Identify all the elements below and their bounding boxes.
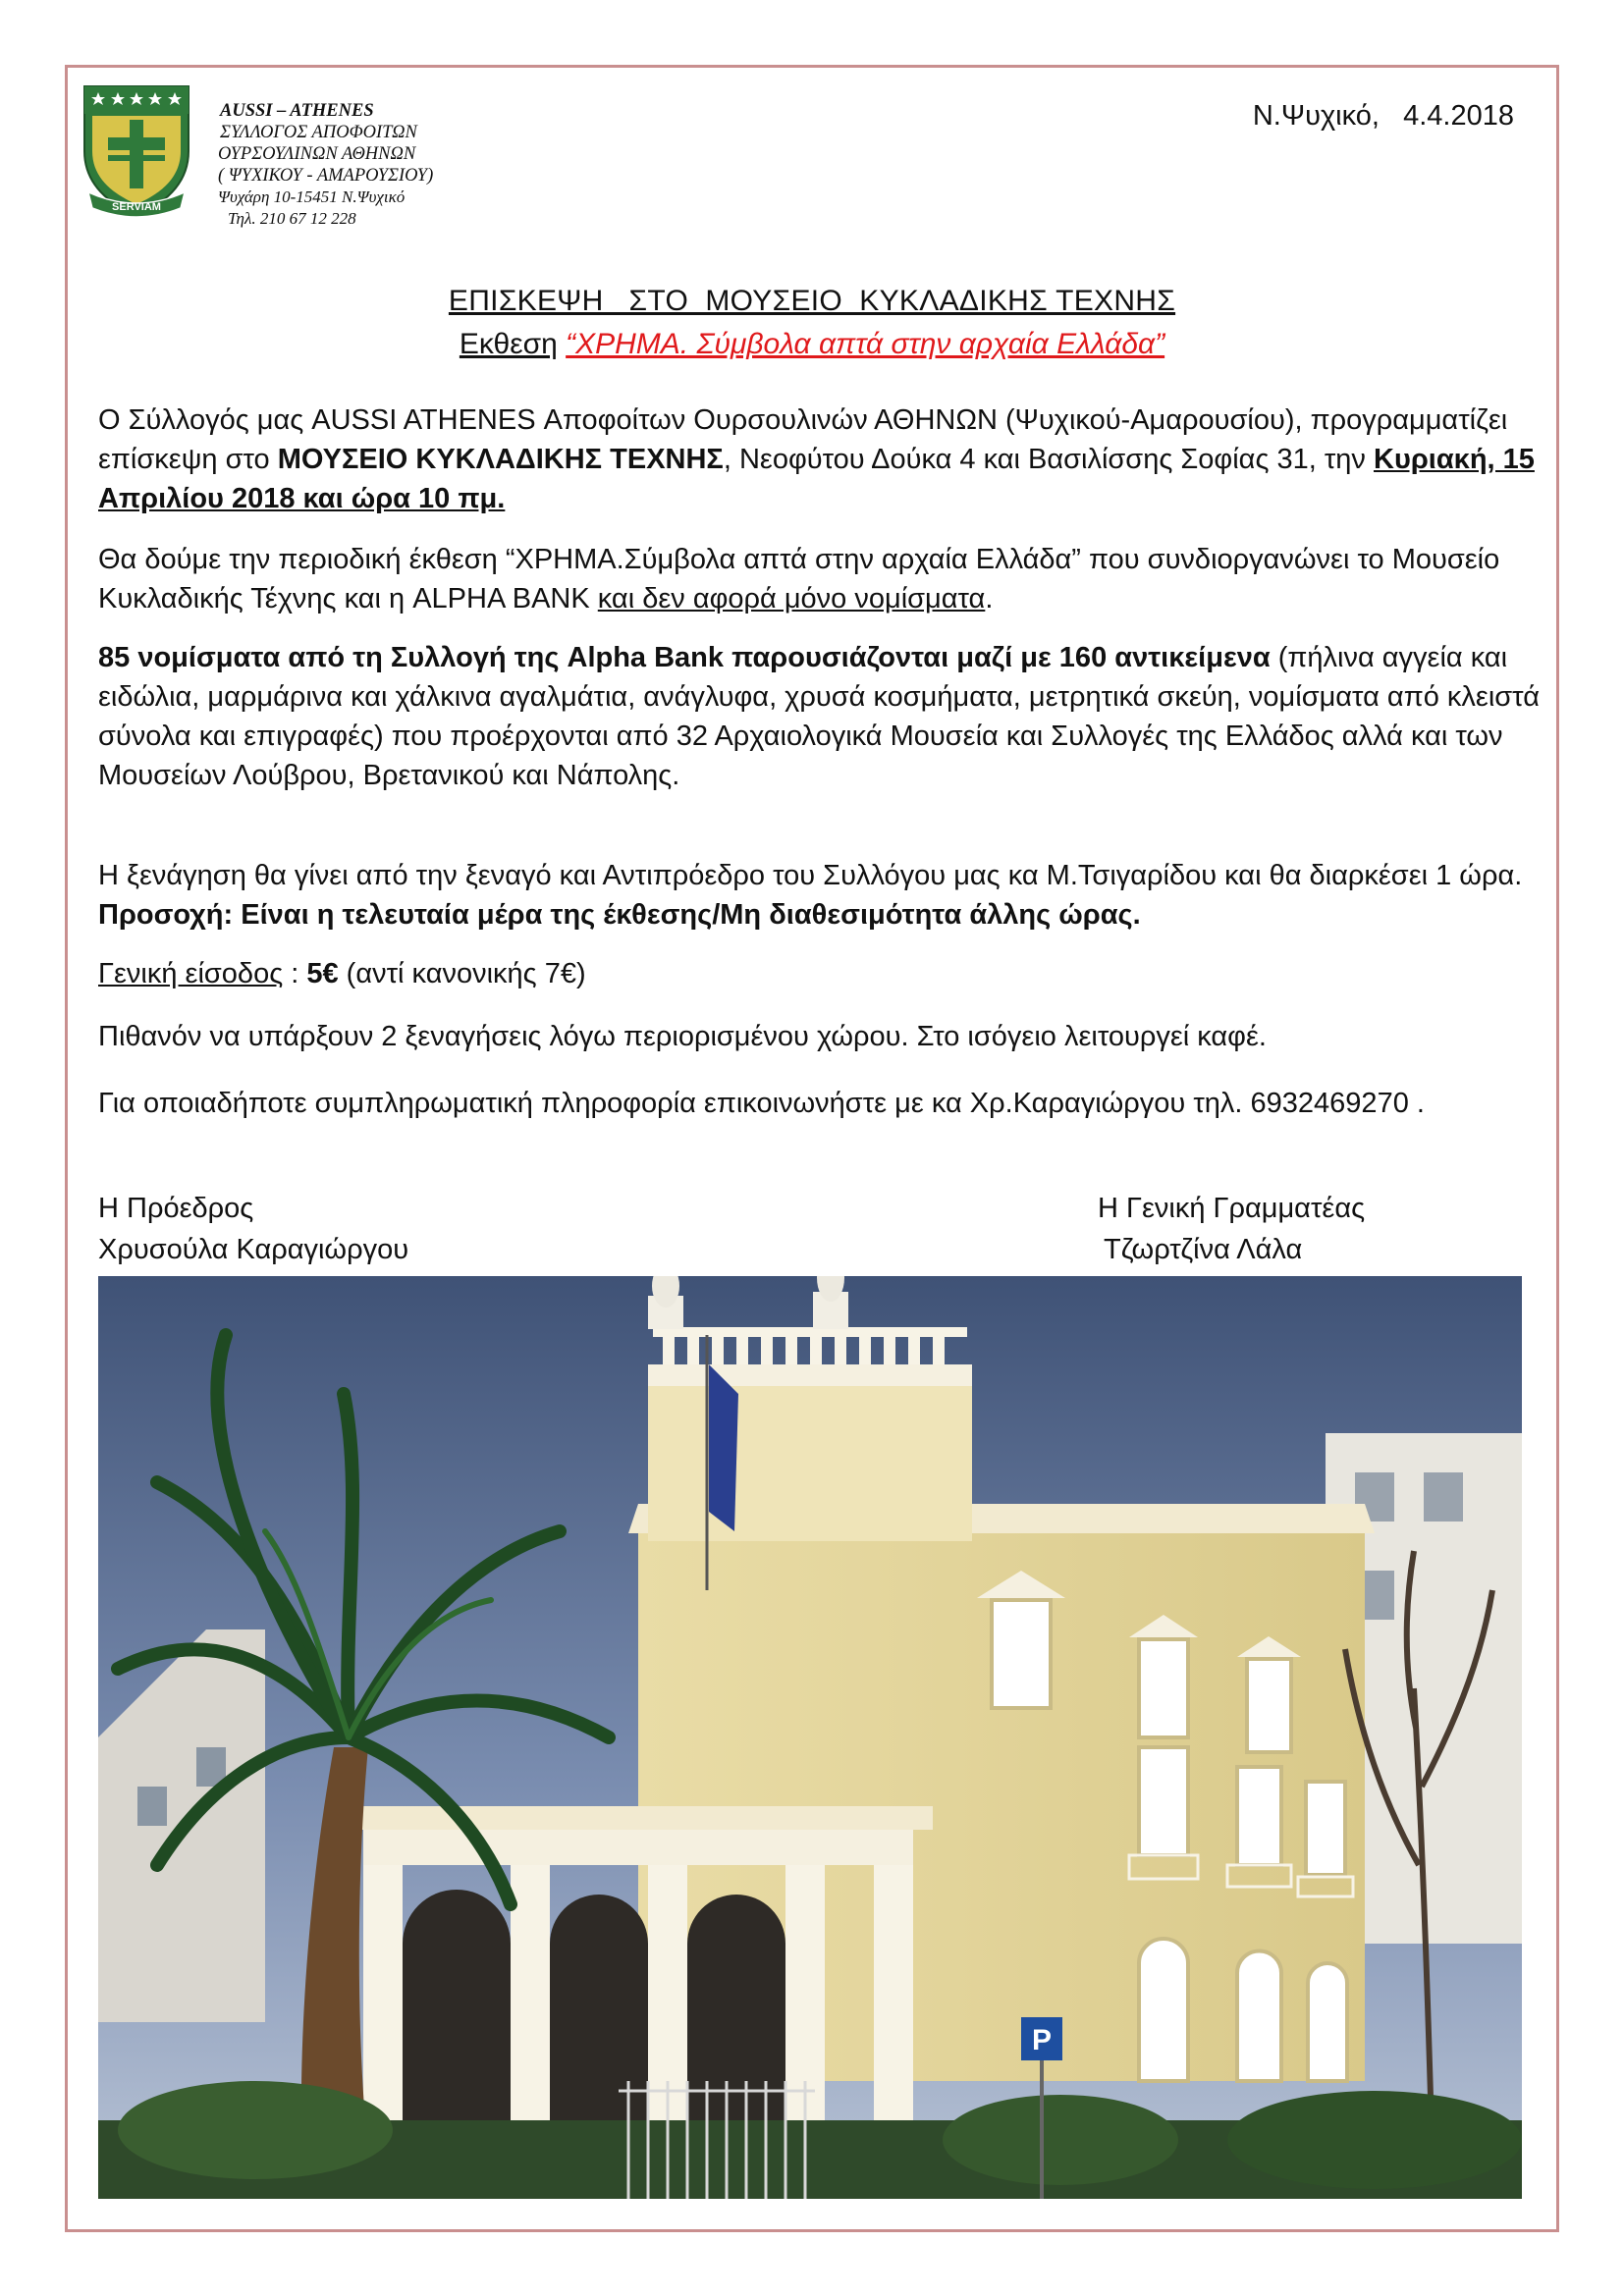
org-name: AUSSI – ATHENES xyxy=(220,101,374,121)
paragraph-price xyxy=(98,954,1551,993)
org-line: ΣΥΛΛΟΓΟΣ ΑΠΟΦΟΙΤΩΝ xyxy=(220,123,417,142)
price-label: Γενική είσοδος xyxy=(98,958,284,989)
paragraph-exhibits xyxy=(98,638,1551,795)
text-run: Η ξενάγηση θα γίνει από την ξεναγό και Αντιπρόεδρο του Συλλόγου μας κα Μ.Τσιγαρίδου και θα διαρκέσει 1 ώρα. xyxy=(98,860,1523,891)
association-logo xyxy=(79,82,194,220)
signature-name: Τζωρτζίνα Λάλα xyxy=(1104,1234,1303,1265)
letter-date: Ν.Ψυχικό, 4.4.2018 xyxy=(1252,100,1514,132)
text-run: Θα δούμε την περιοδική έκθεση “ΧΡΗΜΑ.Σύμβολα απτά στην αρχαία Ελλάδα” που συνδιοργανώνει το Μουσείο Κυκλαδικής Τέχνης και η ALPHA BANK xyxy=(98,544,1500,614)
logo-motto: SERVIAM xyxy=(112,201,161,213)
text-run: Ο Σύλλογός μας AUSSI ATHENES Αποφοίτων Ουρσουλινών ΑΘΗΝΩΝ (Ψυχικού-Αμαρουσίου), προγραμματίζει επίσκεψη στο xyxy=(98,404,1508,475)
parking-sign: P xyxy=(1031,2024,1053,2056)
paragraph-intro xyxy=(98,400,1551,518)
text-run: (πήλινα αγγεία και ειδώλια, μαρμάρινα και χάλκινα αγαλμάτια, ανάγλυφα, χρυσά κοσμήματα, μετρητικά σκεύη, νομίσματα από κλειστά σύνολα και επιγραφές) που προέρχονται από 32 Αρχαιολογικά Μουσεία και Συλλογές της Ελλάδος αλλά και των Μουσείων Λούβρου, Βρετανικού και Νάπολης. xyxy=(98,642,1540,791)
organization-block xyxy=(218,100,433,230)
text-run: . xyxy=(985,583,994,614)
exhibition-name: “ΧΡΗΜΑ. Σύμβολα απτά στην αρχαία Ελλάδα” xyxy=(566,328,1165,360)
org-line: ( ΨΥΧΙΚΟΥ - ΑΜΑΡΟΥΣΙΟΥ) xyxy=(218,166,434,186)
visit-datetime: Κυριακή, 15 Απριλίου 2018 και ώρα 10 πμ. xyxy=(98,444,1535,514)
paragraph-guide xyxy=(98,856,1551,934)
attention-note: Προσοχή: Είναι η τελευταία μέρα της έκθεσης/Μη διαθεσιμότητα άλλης ώρας. xyxy=(98,899,1141,931)
signature-role: Η Γενική Γραμματέας xyxy=(1098,1193,1366,1224)
paragraph-contact xyxy=(98,1084,1551,1123)
signature-name: Χρυσούλα Καραγιώργου xyxy=(98,1234,409,1265)
exhibition-title xyxy=(0,328,1624,361)
text-run: , Νεοφύτου Δούκα 4 και Βασιλίσσης Σοφίας 31, την xyxy=(723,444,1374,475)
signature-role: Η Πρόεδρος xyxy=(98,1193,254,1224)
text-run: : xyxy=(283,958,307,989)
org-address: Ψυχάρη 10-15451 Ν.Ψυχικό xyxy=(218,187,406,206)
org-phone: Τηλ. 210 67 12 228 xyxy=(228,209,356,228)
signature-president xyxy=(98,1188,408,1270)
text-run: (αντί κανονικής 7€) xyxy=(338,958,586,989)
text-run: Για οποιαδήποτε συμπληρωματική πληροφορία επικοινωνήστε με κα Χρ.Καραγιώργου τηλ. 6932469270 . xyxy=(98,1088,1425,1119)
museum-name: ΜΟΥΣΕΙΟ ΚΥΚΛΑΔΙΚΗΣ ΤΕΧΝΗΣ xyxy=(277,444,724,475)
exhibits-highlight: 85 νομίσματα από τη Συλλογή της Alpha Bank παρουσιάζονται μαζί με 160 αντικείμενα xyxy=(98,642,1271,673)
document-title xyxy=(0,285,1624,318)
price-value: 5€ xyxy=(306,958,339,989)
paragraph-exhibition xyxy=(98,540,1551,618)
org-line: ΟΥΡΣΟΥΛΙΝΩΝ ΑΘΗΝΩΝ xyxy=(218,144,416,164)
paragraph-tours xyxy=(98,1017,1551,1056)
museum-photo xyxy=(98,1276,1522,2199)
emphasis-underlined: και δεν αφορά μόνο νομίσματα xyxy=(597,583,986,614)
exhibition-label: Εκθεση xyxy=(459,328,558,360)
text-run: Πιθανόν να υπάρξουν 2 ξεναγήσεις λόγω περιορισμένου χώρου. Στο ισόγειο λειτουργεί καφέ. xyxy=(98,1021,1267,1052)
title-line-1: ΕΠΙΣΚΕΨΗ ΣΤΟ ΜΟΥΣΕΙΟ ΚΥΚΛΑΔΙΚΗΣ ΤΕΧΝΗΣ xyxy=(448,285,1176,317)
signature-secretary xyxy=(1098,1188,1365,1270)
